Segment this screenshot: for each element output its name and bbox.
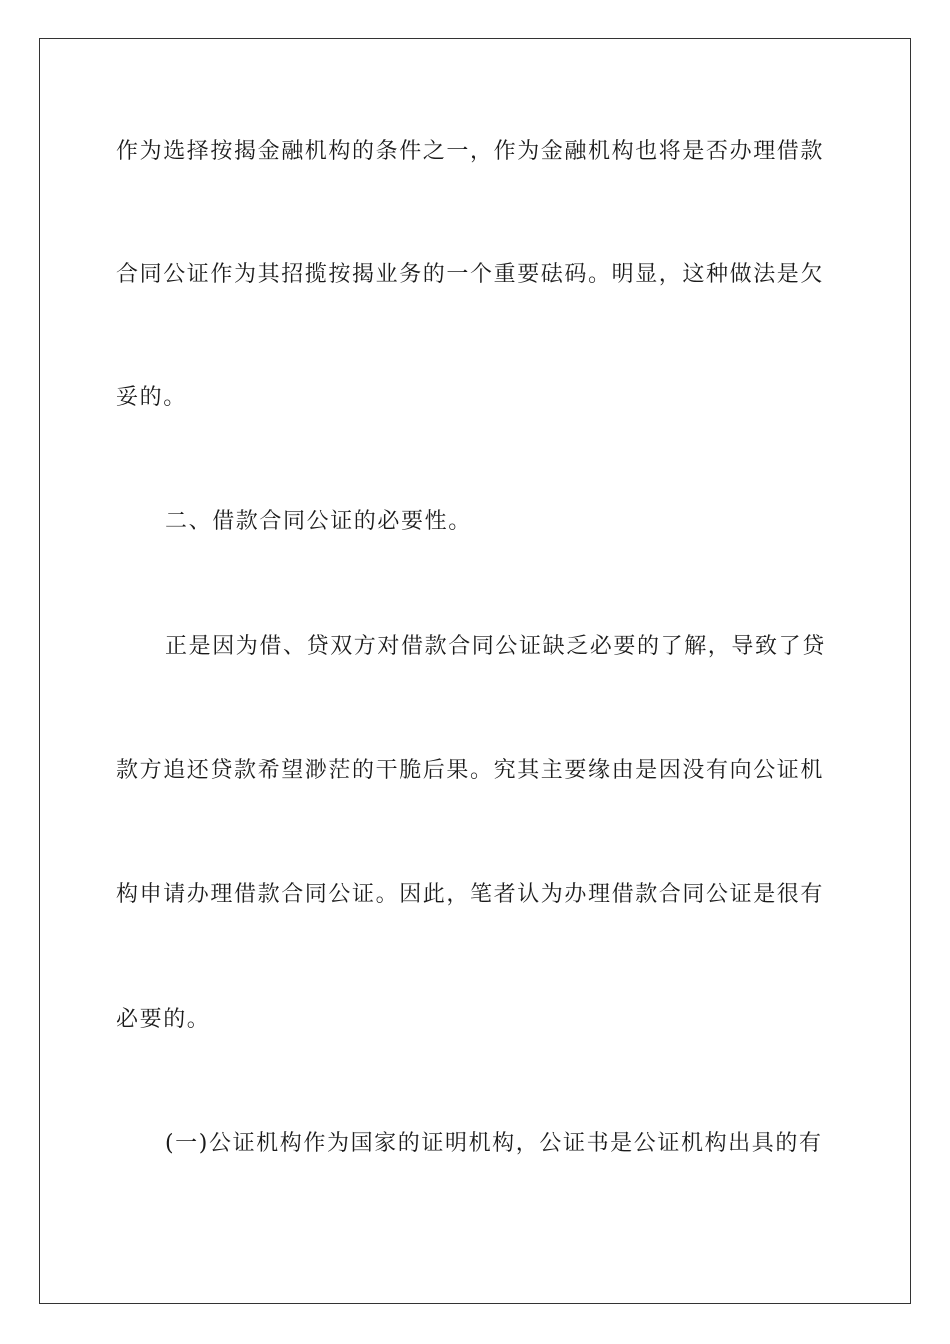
paragraph-line-6: 构申请办理借款合同公证。因此，笔者认为办理借款合同公证是很有 xyxy=(116,882,825,907)
paragraph-line-2: 合同公证作为其招揽按揭业务的一个重要砝码。明显，这种做法是欠 xyxy=(116,262,825,287)
section-heading: 二、借款合同公证的必要性。 xyxy=(165,509,472,534)
page-border xyxy=(39,38,911,1304)
paragraph-line-1: 作为选择按揭金融机构的条件之一，作为金融机构也将是否办理借款 xyxy=(116,139,825,164)
paragraph-line-8: (一)公证机构作为国家的证明机构，公证书是公证机构出具的有 xyxy=(165,1131,823,1156)
paragraph-line-3: 妥的。 xyxy=(116,385,187,410)
paragraph-line-4: 正是因为借、贷双方对借款合同公证缺乏必要的了解，导致了贷 xyxy=(165,634,826,659)
paragraph-line-7: 必要的。 xyxy=(116,1007,211,1032)
paragraph-line-5: 款方追还贷款希望渺茫的干脆后果。究其主要缘由是因没有向公证机 xyxy=(116,758,825,783)
